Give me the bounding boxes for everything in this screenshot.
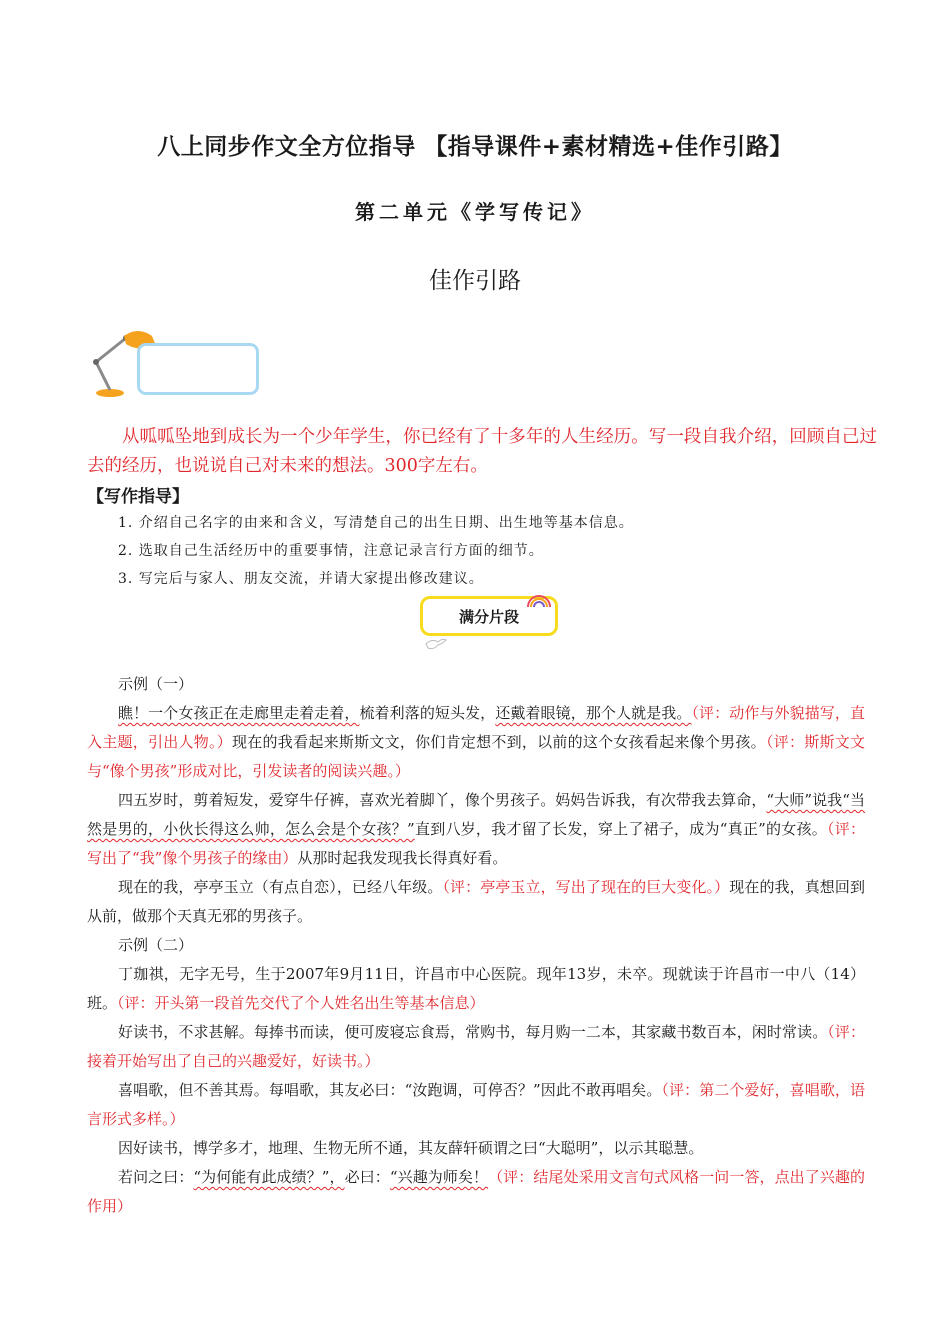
text: 若问之曰： <box>118 1168 194 1186</box>
text: 从那时起我发现我长得真好看。 <box>297 849 508 867</box>
text: 还戴着眼镜，那个人就是我。 <box>495 704 692 722</box>
example-2-paragraph-3 <box>87 1076 865 1134</box>
section-title: 佳作引路 <box>429 268 521 294</box>
guide-heading: 【写作指导】 <box>87 487 189 507</box>
document-title: 八上同步作文全方位指导 【指导课件+素材精选+佳作引路】 <box>157 134 793 160</box>
badge-label: 满分片段 <box>458 608 519 626</box>
example-2-paragraph-4 <box>87 1134 865 1163</box>
example-1-paragraph-1 <box>87 699 865 786</box>
guide-item-1: 1. 介绍自己名字的由来和含义，写清楚自己的出生日期、出生地等基本信息。 <box>118 515 634 531</box>
example-2-label: 示例（二） <box>118 936 194 954</box>
examples-body <box>87 670 865 1221</box>
example-1-label: 示例（一） <box>118 675 194 693</box>
text: “当然是男的，小伙长得这么帅，怎么会是个女孩？” <box>87 791 865 838</box>
example-1-paragraph-3 <box>87 873 865 931</box>
text: 必曰： <box>344 1168 390 1186</box>
example-2-paragraph-2 <box>87 1018 865 1076</box>
text: 因好读书，博学多才，地理、生物无所不通，其友薛轩硕谓之曰“大聪明”，以示其聪慧。 <box>118 1139 704 1157</box>
text: 梳着利落的短头发， <box>359 704 496 722</box>
comment: （评：亭亭玉立，写出了现在的巨大变化。） <box>442 878 730 896</box>
unit-title: 第二单元《学写传记》 <box>355 200 595 224</box>
text: 好读书，不求甚解。每捧书而读，便可废寝忘食焉，常购书，每月购一二本，其家藏书数百本，闲时常读。 <box>118 1023 828 1041</box>
dove-icon <box>424 636 448 652</box>
comment: （评：开头第一段首先交代了个人姓名出生等基本信息） <box>117 994 485 1012</box>
text: 丁珈祺，无字无号，生于2007年9月11日，许昌市中心医院。现年13岁，未卒。现就读于许昌市一中八（14）班。 <box>87 965 865 1012</box>
comment: （评：动作与外貌描写，直入主题，引出人物。） <box>87 704 865 751</box>
comment: （评：写出了“我”像个男孩子的缘由） <box>87 820 865 867</box>
text: 现在的我，真想回到从前，做那个天真无邪的男孩子。 <box>87 878 865 925</box>
text: 四五岁时，剪着短发，爱穿牛仔裤，喜欢光着脚丫，像个男孩子。妈妈告诉我，有次带我去算命， <box>118 791 767 809</box>
guide-item-3: 3. 写完后与家人、朋友交流，并请大家提出修改建议。 <box>118 571 484 587</box>
comment: （评：斯斯文文与“像个男孩”形成对比，引发读者的阅读兴趣。） <box>87 733 865 780</box>
text: “大师”说我 <box>766 791 843 809</box>
writing-prompt: 从呱呱坠地到成长为一个少年学生，你已经有了十多年的人生经历。写一段自我介绍，回顾自己过去的经历，也说说自己对未来的想法。300字左右。 <box>87 427 877 476</box>
text: “兴趣为师矣！ <box>389 1168 489 1186</box>
text: “为何能有此成绩？”， <box>193 1168 345 1186</box>
text: 直到八岁，我才留了长发，穿上了裙子，成为“真正”的女孩。 <box>414 820 828 838</box>
example-1-paragraph-2 <box>87 786 865 873</box>
comment: （评：第二个爱好，喜唱歌，语言形式多样。） <box>87 1081 865 1128</box>
comment: （评：接着开始写出了自己的兴趣爱好，好读书。） <box>87 1023 865 1070</box>
text: 现在的我看起来斯斯文文，你们肯定想不到，以前的这个女孩看起来像个男孩。 <box>232 733 766 751</box>
comment: （评：结尾处采用文言句式风格一问一答，点出了兴趣的作用） <box>87 1168 866 1215</box>
rainbow-icon <box>526 592 552 608</box>
example-2-paragraph-1 <box>87 960 865 1018</box>
example-2-paragraph-5 <box>87 1163 865 1221</box>
text: 喜唱歌，但不善其焉。每唱歌，其友必曰：“汝跑调，可停否？”因此不敢再唱矣。 <box>118 1081 662 1099</box>
guide-item-2: 2. 选取自己生活经历中的重要事情，注意记录言行方面的细节。 <box>118 543 544 559</box>
topic-frame <box>137 343 259 395</box>
text: 瞧！一个女孩正在走廊里走着走着， <box>118 704 360 722</box>
text: 现在的我，亭亭玉立（有点自恋），已经八年级。 <box>118 878 443 896</box>
